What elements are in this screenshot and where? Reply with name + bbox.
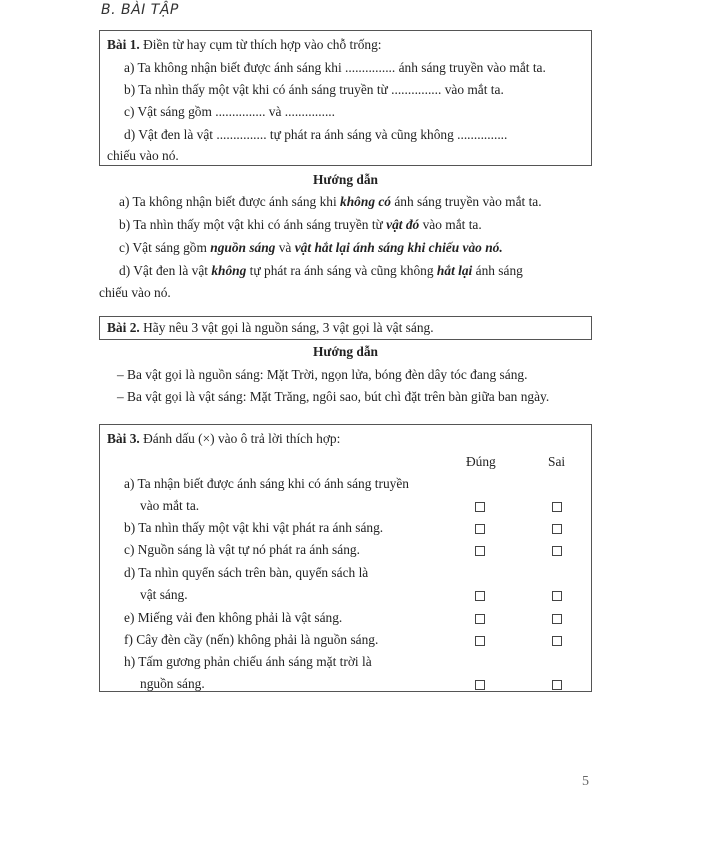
guide-1-item-a: a) Ta không nhận biết được ánh sáng khi không có ánh sáng truyền vào mắt ta. — [119, 194, 542, 209]
checkbox-d-dung[interactable] — [475, 591, 485, 601]
exercise-1-item-a: a) Ta không nhận biết được ánh sáng khi ............... ánh sáng truyền vào mắt ta. — [124, 60, 546, 75]
exercise-2-prompt-text: Hãy nêu 3 vật gọi là nguồn sáng, 3 vật gọi là vật sáng. — [143, 320, 434, 335]
exercise-1-box — [99, 30, 592, 166]
exercise-1-prompt-text: Điền từ hay cụm từ thích hợp vào chỗ trống: — [143, 37, 382, 52]
checkbox-f-sai[interactable] — [552, 636, 562, 646]
guide-2-line-2: – Ba vật gọi là vật sáng: Mặt Trăng, ngôi sao, bút chì đặt trên bàn giữa ban ngày. — [117, 389, 550, 404]
exercise-2-label: Bài 2. — [107, 320, 140, 335]
exercise-2-box — [99, 316, 592, 340]
statement-a: a) Ta nhận biết được ánh sáng khi có ánh sáng truyền — [124, 476, 409, 491]
statement-d-cont: vật sáng. — [140, 587, 188, 602]
checkbox-a-sai[interactable] — [552, 502, 562, 512]
exercise-1-item-b: b) Ta nhìn thấy một vật khi có ánh sáng truyền từ ............... vào mắt ta. — [124, 82, 504, 97]
page-number: 5 — [582, 774, 589, 789]
checkbox-c-dung[interactable] — [475, 546, 485, 556]
exercise-3-box — [99, 424, 592, 692]
statement-d: d) Ta nhìn quyển sách trên bàn, quyển sách là — [124, 565, 369, 580]
checkbox-c-sai[interactable] — [552, 546, 562, 556]
guide-1-answer-d2: hắt lại — [436, 263, 473, 278]
statement-b: b) Ta nhìn thấy một vật khi vật phát ra ánh sáng. — [124, 520, 384, 535]
guide-1-answer-b: vật đó — [386, 217, 420, 232]
guide-1-answer-a: không có — [340, 194, 391, 209]
exercise-1-item-c: c) Vật sáng gồm ............... và ............... — [124, 104, 336, 119]
exercise-2-prompt — [107, 319, 434, 337]
checkbox-d-sai[interactable] — [552, 591, 562, 601]
guide-2-line-1: – Ba vật gọi là nguồn sáng: Mặt Trời, ngọn lửa, bóng đèn dây tóc đang sáng. — [117, 367, 528, 382]
exercise-1-prompt — [107, 36, 382, 54]
guide-2-title: Hướng dẫn — [313, 344, 378, 359]
guide-1-answer-c2: vật hắt lại ánh sáng khi chiếu vào nó. — [294, 240, 503, 255]
checkbox-f-dung[interactable] — [475, 636, 485, 646]
checkbox-e-sai[interactable] — [552, 614, 562, 624]
guide-1-item-c: c) Vật sáng gồm nguồn sáng và vật hắt lại ánh sáng khi chiếu vào nó. — [119, 240, 503, 255]
column-header-dung: Đúng — [466, 454, 496, 469]
exercise-1-item-d: d) Vật đen là vật ............... tự phát ra ánh sáng và cũng không ............... — [124, 127, 508, 142]
statement-h-cont: nguồn sáng. — [140, 676, 205, 691]
checkbox-h-sai[interactable] — [552, 680, 562, 690]
guide-1-answer-c1: nguồn sáng — [210, 240, 276, 255]
section-title: B. BÀI TẬP — [101, 2, 179, 18]
guide-1-item-b: b) Ta nhìn thấy một vật khi có ánh sáng truyền từ vật đó vào mắt ta. — [119, 217, 482, 232]
exercise-1-label: Bài 1. — [107, 37, 140, 52]
exercise-1-item-d-cont: chiếu vào nó. — [107, 148, 179, 163]
checkbox-e-dung[interactable] — [475, 614, 485, 624]
checkbox-a-dung[interactable] — [475, 502, 485, 512]
statement-c: c) Nguồn sáng là vật tự nó phát ra ánh sáng. — [124, 542, 360, 557]
statement-f: f) Cây đèn cầy (nến) không phải là nguồn sáng. — [124, 632, 379, 647]
statement-h: h) Tấm gương phản chiếu ánh sáng mặt trời là — [124, 654, 372, 669]
guide-1-item-d-cont: chiếu vào nó. — [99, 285, 171, 300]
exercise-3-prompt — [107, 430, 340, 448]
guide-1-title: Hướng dẫn — [313, 172, 378, 187]
statement-e: e) Miếng vải đen không phải là vật sáng. — [124, 610, 343, 625]
guide-1-item-d: d) Vật đen là vật không tự phát ra ánh sáng và cũng không hắt lại ánh sáng — [119, 263, 523, 278]
exercise-3-prompt-text: Đánh dấu (×) vào ô trả lời thích hợp: — [143, 431, 341, 446]
checkbox-b-dung[interactable] — [475, 524, 485, 534]
guide-1-answer-d1: không — [211, 263, 247, 278]
checkbox-h-dung[interactable] — [475, 680, 485, 690]
statement-a-cont: vào mắt ta. — [140, 498, 200, 513]
exercise-3-label: Bài 3. — [107, 431, 140, 446]
column-header-sai: Sai — [548, 454, 566, 469]
checkbox-b-sai[interactable] — [552, 524, 562, 534]
